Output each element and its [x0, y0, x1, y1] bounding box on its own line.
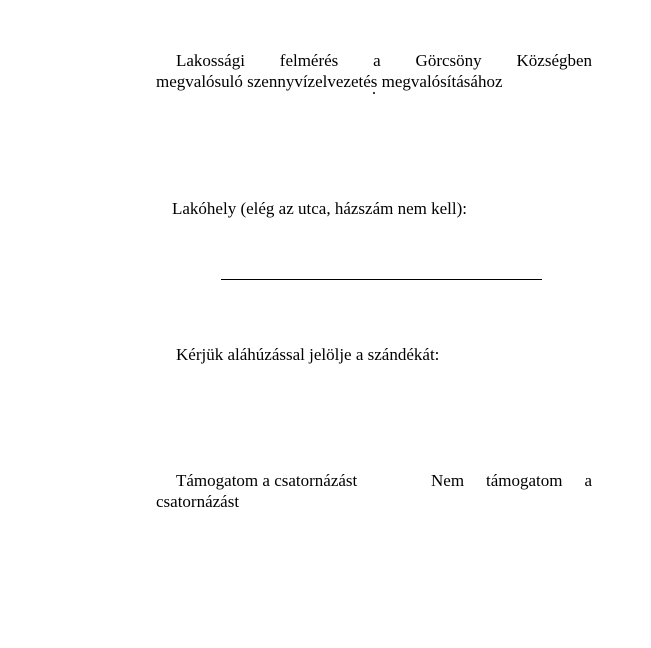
residence-label: Lakóhely (elég az utca, házszám nem kell): — [172, 199, 467, 218]
option-oppose-continued[interactable]: csatornázást — [156, 492, 240, 511]
survey-title — [156, 50, 592, 92]
option-oppose-word: Nem — [431, 471, 465, 490]
option-support[interactable]: Támogatom a csatornázást — [176, 471, 358, 490]
option-oppose-start[interactable] — [431, 470, 592, 491]
option-oppose-word: támogatom — [486, 471, 563, 490]
title-word: Községben — [516, 51, 593, 70]
option-oppose-word: a — [584, 471, 592, 490]
title-word: felmérés — [279, 51, 339, 70]
options-block — [156, 470, 592, 512]
title-word: Lakossági — [176, 51, 245, 70]
residence-answer-line[interactable] — [221, 279, 542, 280]
survey-title-line2: megvalósuló szennyvízelvezetés megvalósításához — [156, 72, 503, 91]
instruction-text: Kérjük aláhúzással jelölje a szándékát: — [176, 345, 440, 364]
survey-title-line1 — [156, 50, 592, 71]
stray-dot-mark — [373, 92, 375, 94]
options-line1 — [156, 470, 592, 491]
title-word: Görcsöny — [415, 51, 482, 70]
title-word: a — [373, 51, 381, 70]
